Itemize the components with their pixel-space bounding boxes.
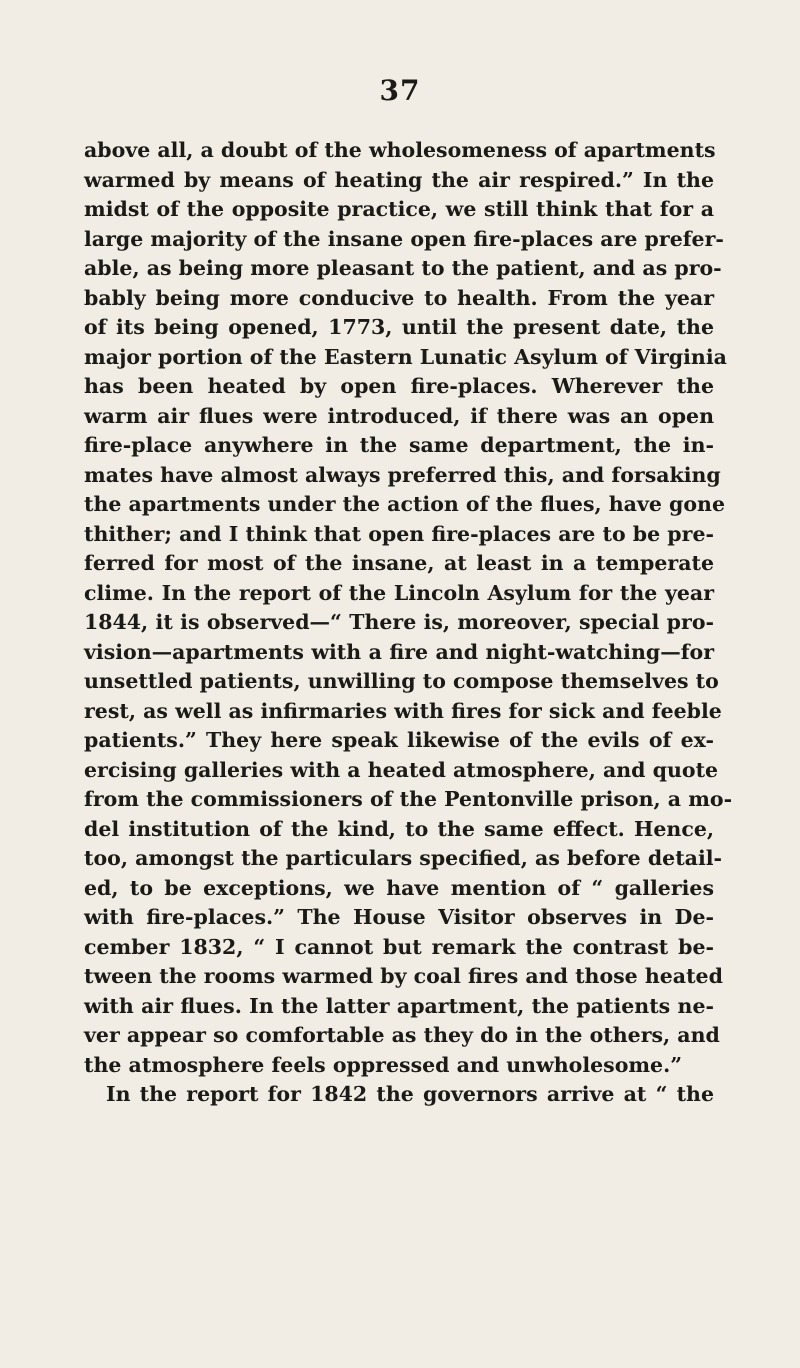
text-line: ferred for most of the insane, at least in a temperate [84, 551, 714, 575]
page-number: 37 [379, 74, 421, 107]
text-line: the apartments under the action of the flues, have gone [84, 492, 726, 516]
text-line: from the commissioners of the Pentonville prison, a mo- [84, 787, 733, 811]
text-line: cember 1832, “ I cannot but remark the contrast be- [84, 934, 714, 959]
text-line: above all, a doubt of the wholesomeness of apartments [84, 138, 716, 162]
text-line: rest, as well as infirmaries with fires for sick and feeble [84, 698, 722, 723]
text-line: ed, to be exceptions, we have mention of “ galleries [84, 875, 714, 900]
text-line: large majority of the insane open fire-places are prefer- [84, 226, 724, 251]
text-line: del institution of the kind, to the same effect. Hence, [84, 816, 714, 841]
text-line: of its being opened, 1773, until the present date, the [84, 315, 714, 339]
text-line: warm air flues were introduced, if there was an open [84, 403, 714, 428]
text-line: bably being more conducive to health. From the year [84, 285, 714, 310]
text-line: clime. In the report of the Lincoln Asylum for the year [84, 580, 714, 605]
text-line: thither; and I think that open fire-places are to be pre- [84, 521, 714, 546]
text-line: able, as being more pleasant to the patient, and as pro- [84, 256, 722, 280]
text-line: too, amongst the particulars specified, as before detail- [84, 846, 723, 870]
text-line: patients.” They here speak likewise of the evils of ex- [84, 728, 714, 752]
text-line: In the report for 1842 the governors arrive at “ the [106, 1082, 714, 1106]
text-line: vision—apartments with a fire and night-watching—for [84, 639, 714, 664]
text-line: major portion of the Eastern Lunatic Asylum of Virginia [84, 344, 727, 369]
text-line: tween the rooms warmed by coal fires and those heated [84, 964, 723, 988]
text-line: fire-place anywhere in the same department, the in- [84, 433, 714, 457]
text-line: midst of the opposite practice, we still think that for a [84, 197, 714, 221]
body-text [84, 136, 733, 1110]
text-line: mates have almost always preferred this, and forsaking [84, 462, 721, 487]
text-line: the atmosphere feels oppressed and unwholesome.” [84, 1052, 683, 1077]
text-line: ver appear so comfortable as they do in the others, and [84, 1023, 720, 1047]
text-line: has been heated by open fire-places. Wherever the [84, 374, 714, 398]
text-line: 1844, it is observed—“ There is, moreover, special pro- [84, 610, 714, 634]
text-line: ercising galleries with a heated atmosphere, and quote [84, 757, 719, 782]
text-line: with air flues. In the latter apartment, the patients ne- [84, 993, 714, 1018]
text-line: with fire-places.” The House Visitor observes in De- [84, 905, 714, 929]
text-line: warmed by means of heating the air respired.” In the [84, 167, 714, 192]
text-line: unsettled patients, unwilling to compose themselves to [84, 669, 719, 693]
